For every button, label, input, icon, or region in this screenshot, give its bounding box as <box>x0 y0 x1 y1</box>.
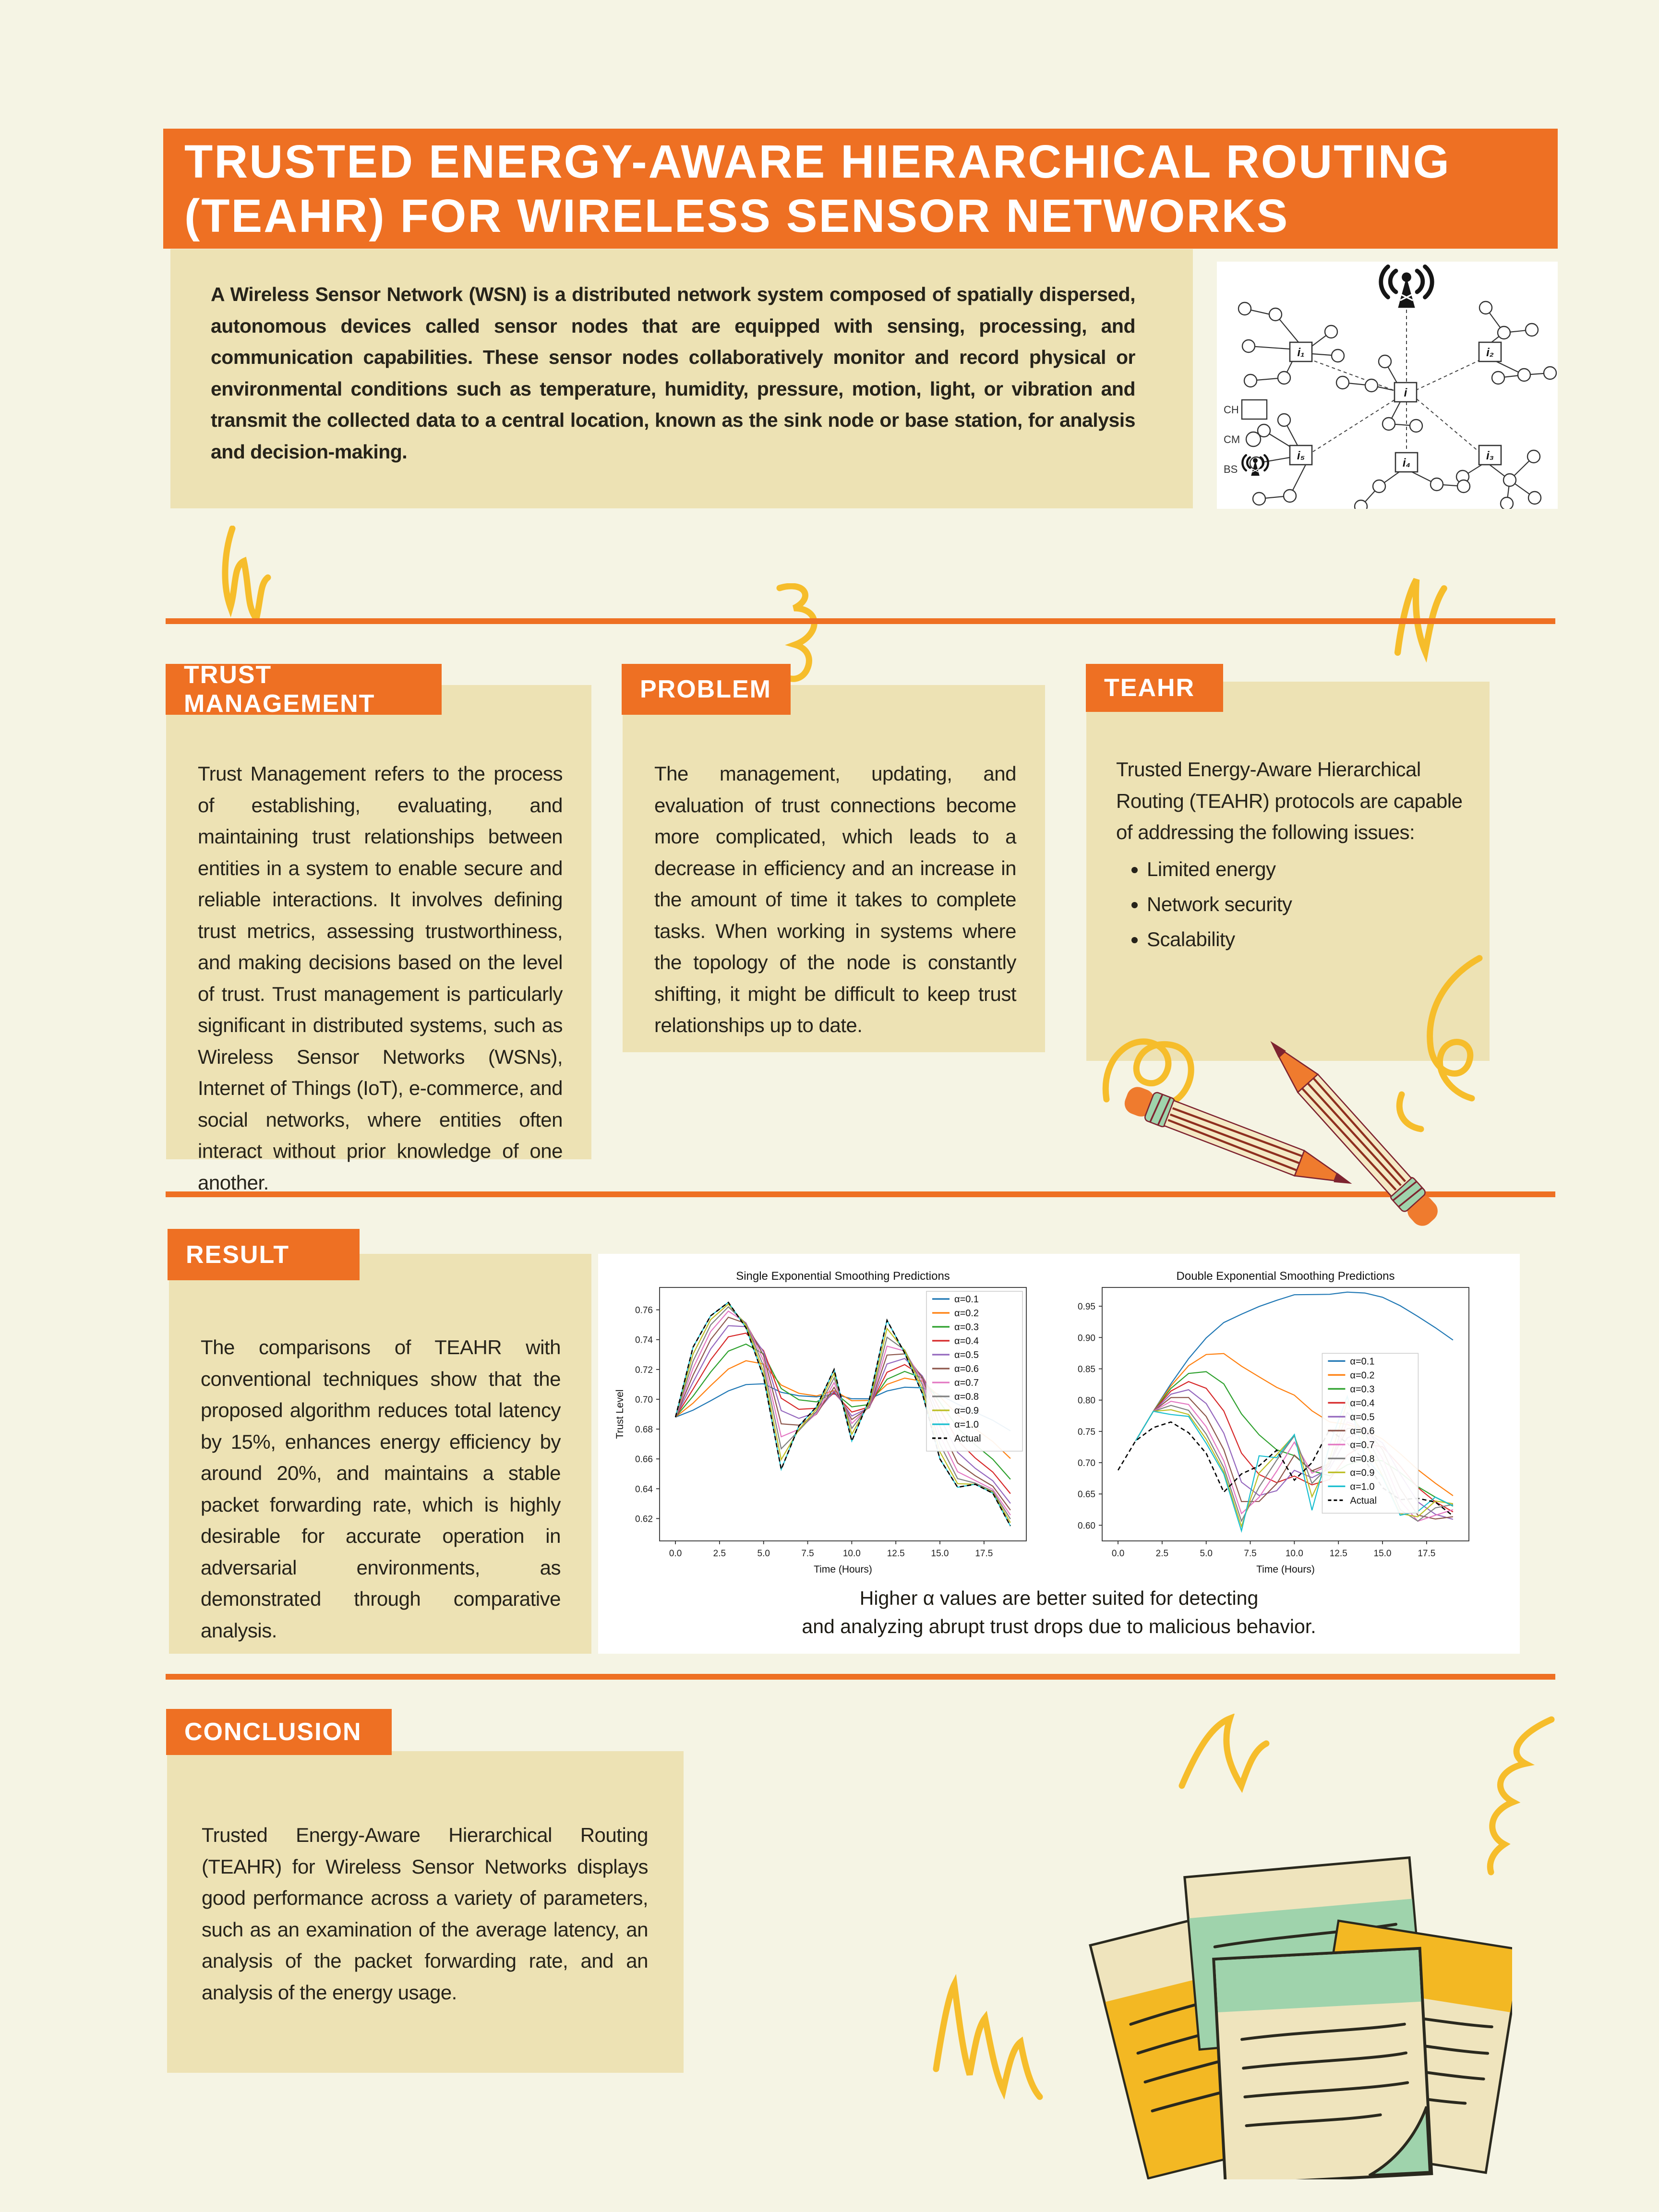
node-label-i3: i₃ <box>1486 449 1494 462</box>
svg-text:α=0.2: α=0.2 <box>1350 1370 1375 1381</box>
wsn-diagram-card <box>1217 262 1558 509</box>
svg-text:α=0.8: α=0.8 <box>954 1392 979 1402</box>
poster-title-bar <box>163 129 1558 249</box>
svg-text:α=0.6: α=0.6 <box>954 1364 979 1374</box>
squiggle-icon <box>1176 1714 1277 1795</box>
legend-bs-label: BS <box>1224 463 1238 475</box>
section-label-problem <box>622 664 791 715</box>
svg-text:α=0.6: α=0.6 <box>1350 1426 1375 1437</box>
svg-text:α=0.7: α=0.7 <box>954 1378 979 1388</box>
cluster-member-icon <box>1246 432 1261 446</box>
svg-text:10.0: 10.0 <box>1285 1549 1303 1559</box>
teahr-bullet-list <box>1116 853 1463 956</box>
divider-line <box>166 618 1555 624</box>
section-label-teahr <box>1086 664 1223 712</box>
svg-text:α=0.5: α=0.5 <box>954 1350 979 1360</box>
section-label-result <box>168 1229 360 1280</box>
svg-text:α=0.9: α=0.9 <box>954 1406 979 1416</box>
legend-cm-label: CM <box>1224 433 1240 445</box>
svg-text:7.5: 7.5 <box>1244 1549 1257 1559</box>
teahr-bullet: • Scalability <box>1147 923 1463 955</box>
svg-text:12.5: 12.5 <box>887 1549 905 1559</box>
problem-body: The management, updating, and evaluation of trust connections become more complicated, which leads to a decrease in efficiency and an increase in the amount of time it takes to complete tasks. When working in systems where the topology of the node is constantly shifting, it might be difficult to keep trust relationships up to date. <box>654 762 1016 1037</box>
svg-text:7.5: 7.5 <box>801 1549 814 1559</box>
double-smoothing-chart <box>1054 1264 1477 1584</box>
svg-text:α=0.7: α=0.7 <box>1350 1440 1375 1451</box>
svg-text:α=0.5: α=0.5 <box>1350 1412 1375 1423</box>
section-label-conclusion <box>166 1709 392 1755</box>
section-label-text: TRUST MANAGEMENT <box>184 661 375 718</box>
svg-text:0.70: 0.70 <box>1078 1458 1095 1469</box>
svg-text:α=0.9: α=0.9 <box>1350 1467 1375 1479</box>
svg-text:0.76: 0.76 <box>635 1305 653 1316</box>
teahr-intro-text: Trusted Energy-Aware Hierarchical Routing (TEAHR) protocols are capable of addressing the following issues: <box>1116 758 1463 844</box>
divider-line <box>166 1674 1555 1680</box>
svg-text:12.5: 12.5 <box>1329 1549 1347 1559</box>
node-label-i5: i₅ <box>1297 449 1305 462</box>
svg-text:0.95: 0.95 <box>1078 1302 1095 1312</box>
svg-text:0.75: 0.75 <box>1078 1427 1095 1437</box>
svg-text:5.0: 5.0 <box>1200 1549 1213 1559</box>
intro-text: A Wireless Sensor Network (WSN) is a distributed network system composed of spatially dispersed, autonomous devices called sensor nodes that are equipped with sensing, processing, and communication capabilities. These sensor nodes collaboratively monitor and record physical or environmental conditions such as temperature, humidity, pressure, motion, light, or vibration and transmit the collected data to a central location, known as the sink node or base station, for analysis and decision-making. <box>211 283 1135 463</box>
svg-text:0.62: 0.62 <box>635 1514 653 1525</box>
svg-text:15.0: 15.0 <box>1373 1549 1392 1559</box>
poster-title-line2: (TEAHR) FOR WIRELESS SENSOR NETWORKS <box>184 190 1289 242</box>
conclusion-body: Trusted Energy-Aware Hierarchical Routing (TEAHR) for Wireless Sensor Networks displays good performance across a variety of parameters, such as an examination of the average latency, an analysis of the packet forwarding rate, and an analysis of the energy usage. <box>202 1824 648 2004</box>
section-label-text: TEAHR <box>1104 674 1195 702</box>
svg-text:17.5: 17.5 <box>1418 1549 1436 1559</box>
section-label-text: CONCLUSION <box>184 1718 362 1746</box>
svg-text:α=1.0: α=1.0 <box>1350 1481 1375 1492</box>
svg-text:α=0.3: α=0.3 <box>954 1322 979 1333</box>
svg-text:0.85: 0.85 <box>1078 1364 1095 1375</box>
svg-text:0.70: 0.70 <box>635 1395 653 1405</box>
squiggle-icon <box>216 526 293 622</box>
svg-text:Time (Hours): Time (Hours) <box>1256 1564 1315 1575</box>
result-card <box>169 1254 591 1654</box>
section-label-text: PROBLEM <box>640 675 771 703</box>
svg-text:0.66: 0.66 <box>635 1455 653 1465</box>
poster-title-line1: TRUSTED ENERGY-AWARE HIERARCHICAL ROUTING <box>184 135 1451 188</box>
section-label-text: RESULT <box>186 1240 290 1269</box>
svg-text:0.74: 0.74 <box>635 1335 653 1346</box>
pencils-illustration-icon <box>1090 1027 1483 1234</box>
svg-text:5.0: 5.0 <box>757 1549 770 1559</box>
svg-text:Actual: Actual <box>954 1433 981 1444</box>
node-label-center: i <box>1404 386 1407 399</box>
figure-caption <box>598 1584 1520 1641</box>
charts-panel <box>598 1254 1520 1654</box>
figure-caption-line2: and analyzing abrupt trust drops due to malicious behavior. <box>802 1615 1316 1638</box>
svg-text:Actual: Actual <box>1350 1495 1377 1506</box>
node-label-i1: i₁ <box>1297 346 1305 359</box>
base-station-legend-icon <box>1242 455 1268 476</box>
conclusion-card <box>167 1751 684 2073</box>
svg-text:17.5: 17.5 <box>975 1549 993 1559</box>
cluster-head-icon <box>1242 400 1267 419</box>
trust-management-card <box>166 685 591 1194</box>
trust-management-body: Trust Management refers to the process of establishing, evaluating, and maintaining trust relationships between entities in a system to enable secure and reliable interactions. It involves defining trust metrics, assessing trustworthiness, and making decisions based on the level of trust. Trust management is particularly significant in distributed systems, such as Wireless Sensor Networks (WSNs), Internet of Things (IoT), e-commerce, and social networks, where entities often interact without prior knowledge of one another. <box>198 762 563 1194</box>
svg-text:0.72: 0.72 <box>635 1365 653 1375</box>
svg-text:α=0.1: α=0.1 <box>1350 1356 1375 1367</box>
teahr-bullet: • Limited energy <box>1147 853 1463 885</box>
svg-text:0.64: 0.64 <box>635 1484 653 1495</box>
svg-text:α=0.8: α=0.8 <box>1350 1454 1375 1465</box>
svg-text:2.5: 2.5 <box>713 1549 726 1559</box>
svg-text:Trust Level: Trust Level <box>614 1389 625 1439</box>
svg-text:α=1.0: α=1.0 <box>954 1419 979 1430</box>
svg-text:15.0: 15.0 <box>931 1549 949 1559</box>
svg-text:0.0: 0.0 <box>669 1549 682 1559</box>
base-station-icon <box>1381 266 1432 308</box>
svg-text:10.0: 10.0 <box>842 1549 861 1559</box>
svg-text:Single Exponential Smoothing P: Single Exponential Smoothing Predictions <box>736 1270 950 1283</box>
svg-text:Double Exponential Smoothing P: Double Exponential Smoothing Predictions <box>1176 1270 1395 1283</box>
node-label-i2: i₂ <box>1486 346 1494 359</box>
svg-text:α=0.3: α=0.3 <box>1350 1384 1375 1395</box>
svg-text:0.90: 0.90 <box>1078 1333 1095 1344</box>
svg-text:α=0.2: α=0.2 <box>954 1308 979 1319</box>
svg-text:α=0.4: α=0.4 <box>1350 1398 1375 1409</box>
svg-text:0.68: 0.68 <box>635 1425 653 1435</box>
legend-ch-label: CH <box>1224 404 1239 416</box>
single-smoothing-chart <box>612 1264 1034 1584</box>
problem-card <box>623 685 1045 1052</box>
section-label-trust-management <box>166 661 442 718</box>
svg-text:Time (Hours): Time (Hours) <box>814 1564 872 1575</box>
svg-text:0.65: 0.65 <box>1078 1490 1095 1500</box>
intro-card <box>170 249 1193 508</box>
figure-caption-line1: Higher α values are better suited for detecting <box>859 1587 1259 1609</box>
svg-text:0.60: 0.60 <box>1078 1521 1095 1531</box>
teahr-bullet: • Network security <box>1147 888 1463 920</box>
svg-text:0.80: 0.80 <box>1078 1395 1095 1406</box>
svg-text:2.5: 2.5 <box>1155 1549 1169 1559</box>
wsn-network-diagram-icon <box>1217 262 1558 509</box>
svg-text:0.0: 0.0 <box>1111 1549 1125 1559</box>
notes-illustration-icon <box>1032 1795 1512 2179</box>
svg-text:α=0.4: α=0.4 <box>954 1336 979 1346</box>
node-label-i4: i₄ <box>1402 457 1411 469</box>
svg-text:α=0.1: α=0.1 <box>954 1294 979 1305</box>
result-body: The comparisons of TEAHR with conventional techniques show that the proposed algorithm reduces total latency by 15%, enhances energy efficiency by around 20%, and maintains a stable packet forwarding rate, which is highly desirable for accurate operation in adversarial environments, as demonstrated through comparative analysis. <box>201 1336 561 1642</box>
